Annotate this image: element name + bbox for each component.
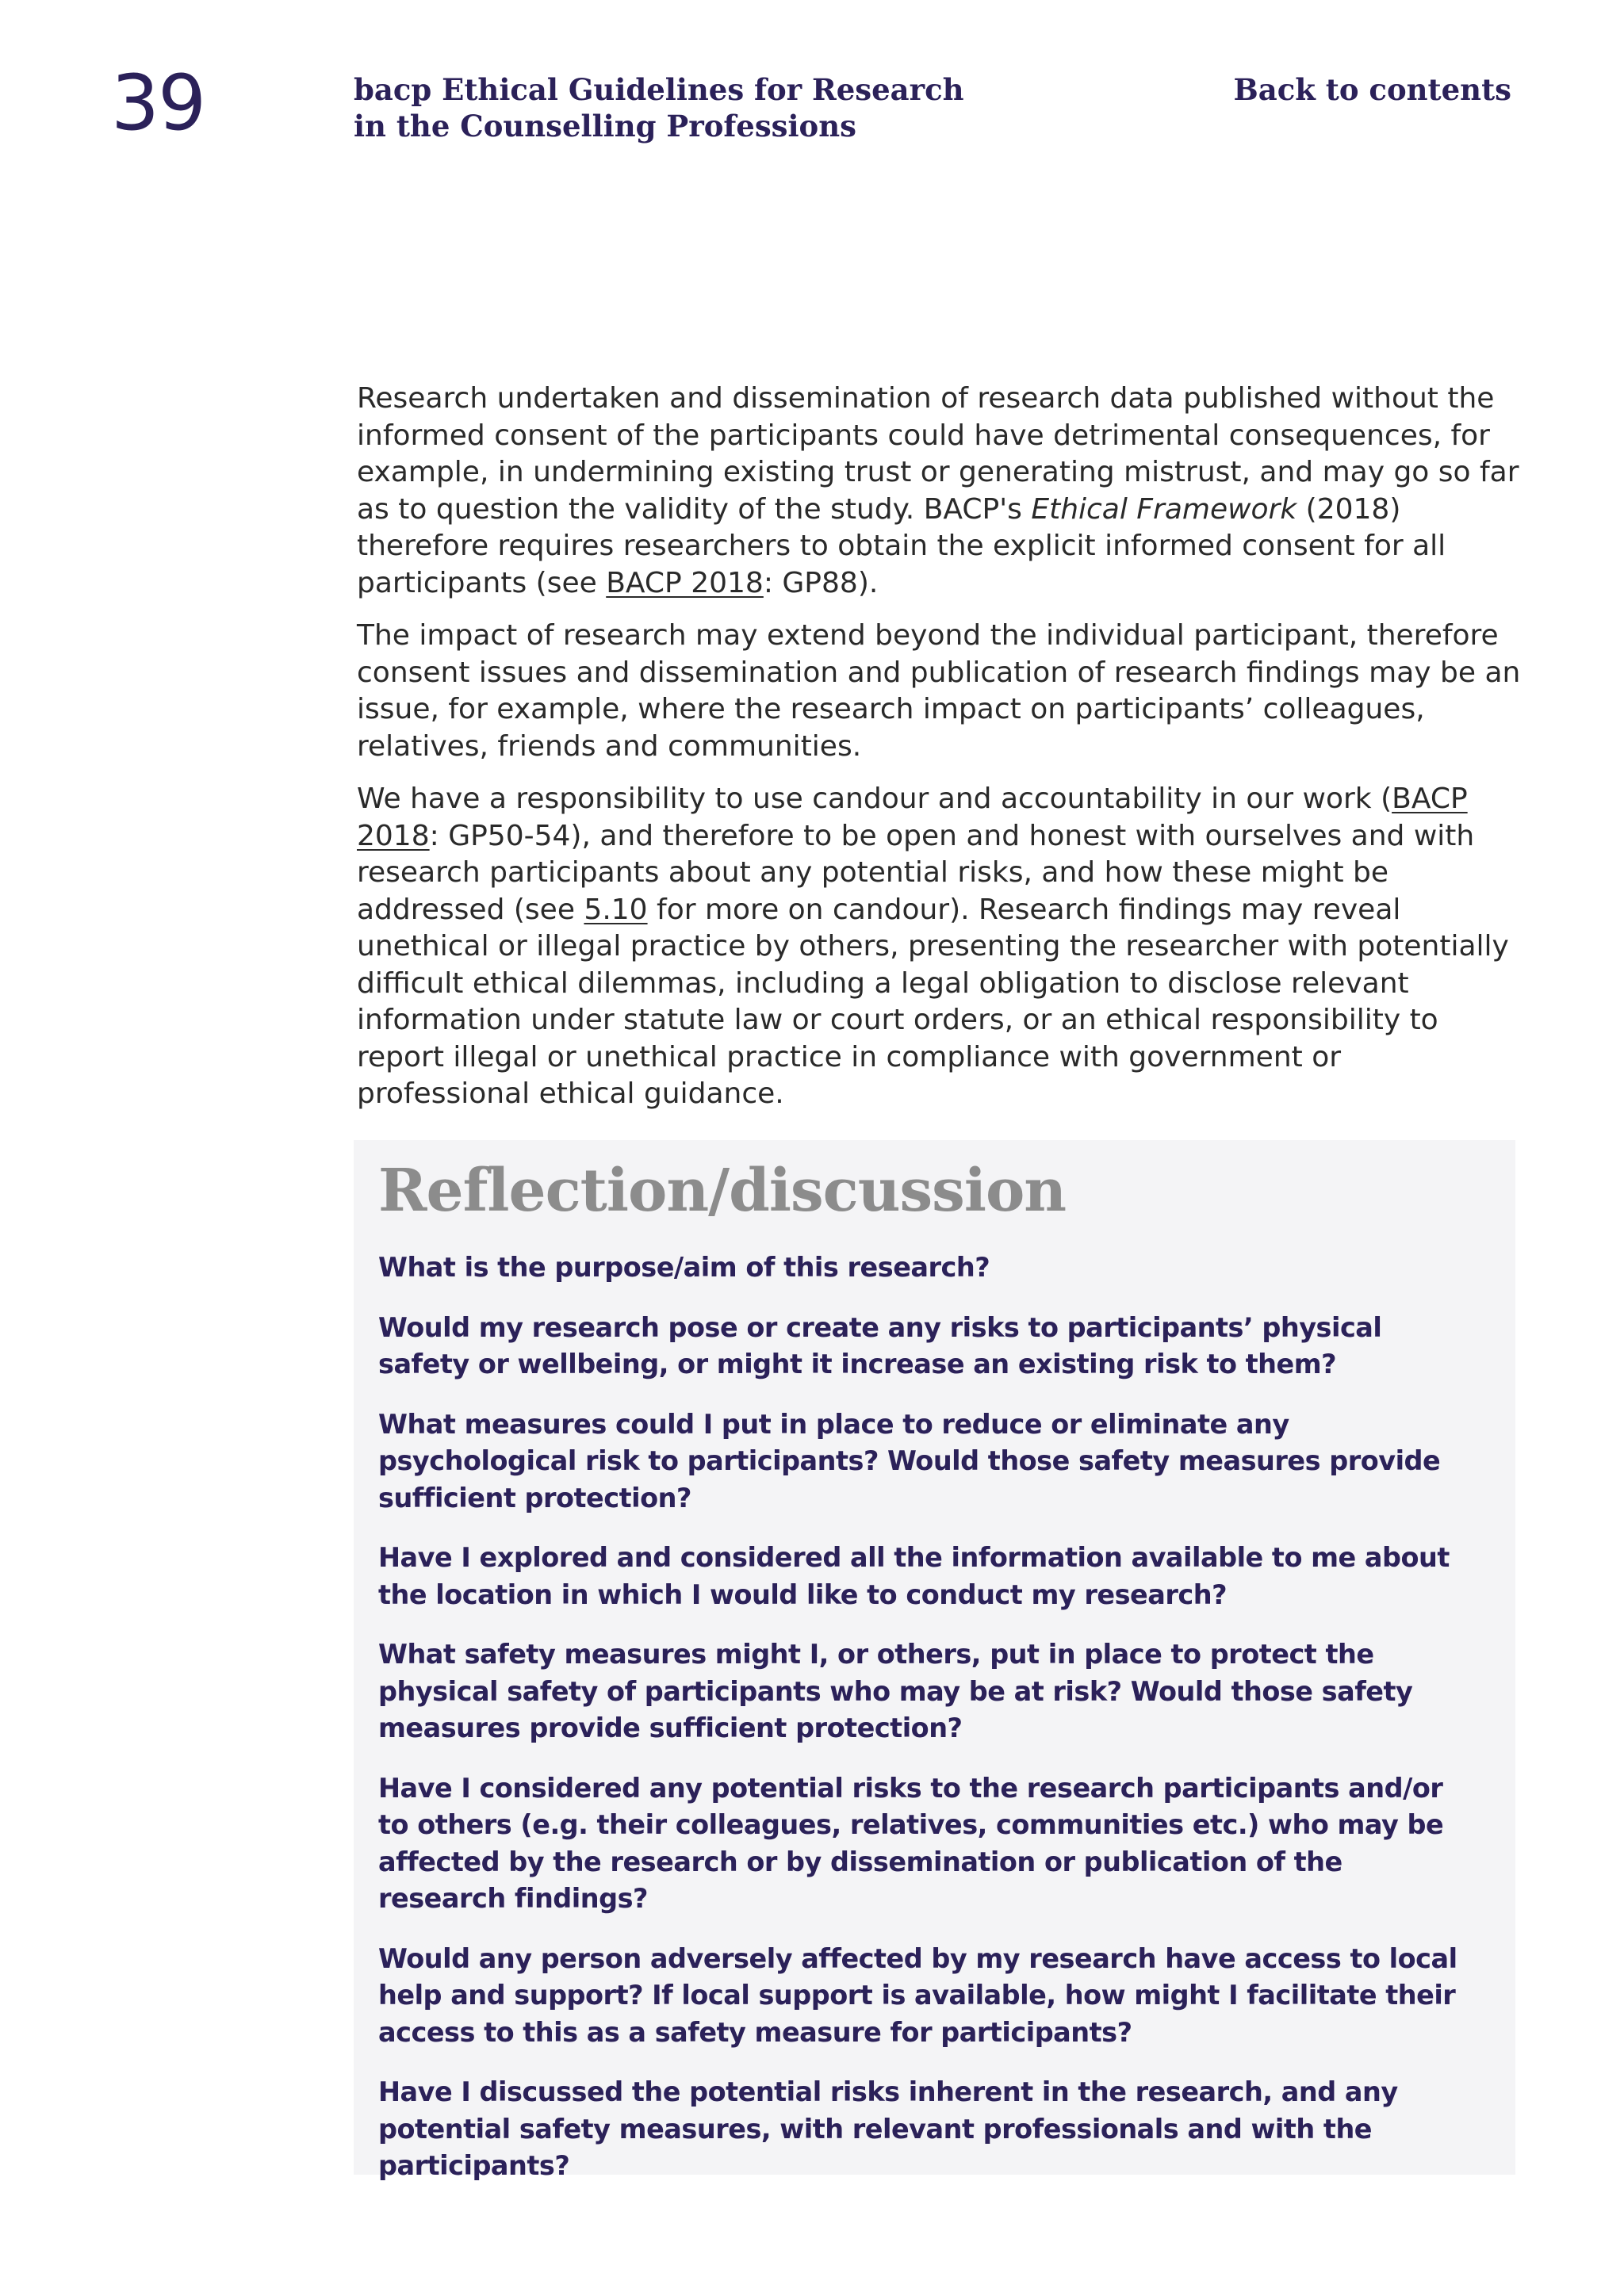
section-5-10-link[interactable]: 5.10: [584, 893, 648, 926]
page-number: 39: [111, 59, 205, 147]
paragraph-3-text-b: : GP50-54), and therefore to be open and honest with ourselves and with research participants about any potential risks, and how these might be addressed (see: [357, 819, 1475, 926]
document-title-line-2: in the Counselling Professions: [354, 109, 856, 144]
reflection-question: What is the purpose/aim of this research?: [378, 1252, 990, 1283]
paragraph-1-text-b: (2018) therefore requires researchers to obtain the explicit informed consent for all participants (see: [357, 492, 1446, 599]
reflection-question: Have I considered any potential risks to the research participants and/or to others (e.g. their colleagues, relatives, communities etc.) who may be affected by the research or by dissemination or publication of the research findings?: [378, 1772, 1444, 1914]
bacp-2018-link-2[interactable]: BACP 2018: [357, 783, 1468, 852]
paragraph-informed-consent: [357, 381, 1522, 602]
document-title: [354, 71, 964, 144]
paragraph-1-text-c: : GP88).: [763, 566, 879, 599]
reflection-question-list: [378, 1249, 1473, 2208]
reflection-question: Would any person adversely affected by my research have access to local help and support? If local support is available, how might I facilitate their access to this as a safety measure for participants?: [378, 1942, 1457, 2048]
paragraph-3-text-c: for more on candour). Research findings may reveal unethical or illegal practice by others, presenting the researcher with potentially difficult ethical dilemmas, including a legal obligation to disclose relevant information under statute law or court orders, or an ethical responsibility to report illegal or unethical practice in compliance with government or professional ethical guidance.: [357, 893, 1509, 1110]
paragraph-research-impact: The impact of research may extend beyond the individual participant, therefore consent issues and dissemination and publication of research findings may be an issue, for example, where the research impact on participants’ colleagues, relatives, friends and communities.: [357, 619, 1521, 763]
body-text: [357, 381, 1522, 1129]
reflection-question: Would my research pose or create any risks to participants’ physical safety or wellbeing, or might it increase an existing risk to them?: [378, 1311, 1382, 1380]
back-to-contents-link[interactable]: Back to contents: [1233, 72, 1511, 107]
reflection-heading: Reflection/discussion: [378, 1157, 1067, 1225]
bacp-2018-link[interactable]: BACP 2018: [606, 566, 764, 599]
reflection-question: Have I discussed the potential risks inherent in the research, and any potential safety measures, with relevant professionals and with the participants?: [378, 2076, 1398, 2181]
paragraph-candour: [357, 781, 1522, 1113]
paragraph-3-text-a: We have a responsibility to use candour and accountability in our work (: [357, 783, 1392, 815]
paragraph-1-text-a: Research undertaken and dissemination of research data published without the informed consent of the participants could have detrimental consequences, for example, in undermining existing trust or generating mistrust, and may go so far as to question the validity of the study. BACP's: [357, 382, 1519, 526]
reflection-question: Have I explored and considered all the information available to me about the location in which I would like to conduct my research?: [378, 1542, 1450, 1610]
document-title-line-1: bacp Ethical Guidelines for Research: [354, 72, 964, 107]
ethical-framework-title: Ethical Framework: [1031, 492, 1297, 526]
reflection-question: What measures could I put in place to reduce or eliminate any psychological risk to participants? Would those safety measures provide sufficient protection?: [378, 1408, 1441, 1513]
reflection-discussion-box: [354, 1140, 1515, 2181]
reflection-question: What safety measures might I, or others, put in place to protect the physical safety of participants who may be at risk? Would those safety measures provide sufficient protection?: [378, 1639, 1413, 1743]
